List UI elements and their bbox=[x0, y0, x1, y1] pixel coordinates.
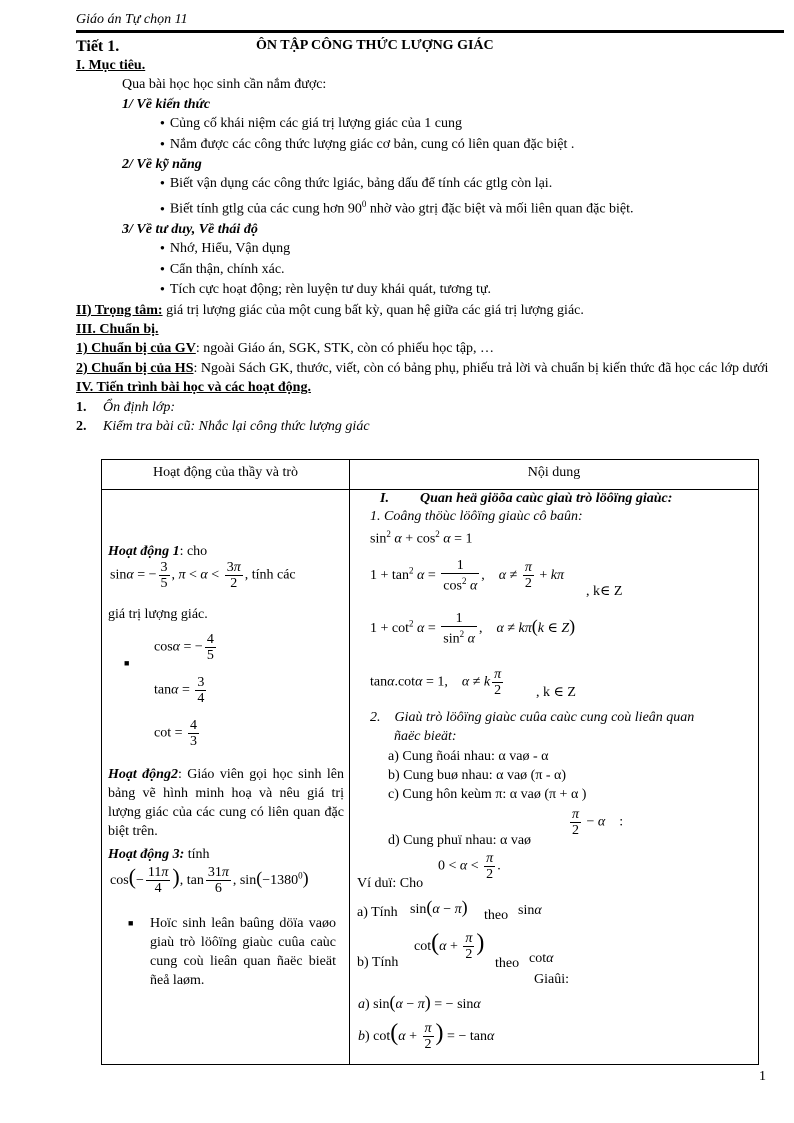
identity-tancot-cond: , k ∈ Z bbox=[536, 685, 576, 700]
identity-cot: $1 + \cot^2 \alpha$ = $\frac{1}{\sin^2 \alpha}$ , α ≠ kπ(k ∈ Z) bbox=[370, 611, 576, 647]
section-1-heading: I. Mục tiêu. bbox=[76, 58, 146, 73]
step-2 bbox=[76, 417, 784, 436]
activity-3-text: tính bbox=[184, 847, 210, 862]
prep-student-text: : Ngoài Sách GK, thước, viết, còn có bảng phụ, phiếu trả lời và chuẩn bị kiến thức đã học các lớp dưới bbox=[193, 360, 769, 376]
activity-1 bbox=[108, 544, 207, 560]
answer-cot: cot = $\frac{4}{3}$ bbox=[154, 718, 197, 749]
table-header-content: Nội dung bbox=[527, 465, 581, 480]
activity-3-note: Hoïc sinh leân baûng döïa vaøo giaù trò löôïng giaùc cuûa caùc cung coù lieân quan ñaëc bieät ñeå laøm. bbox=[150, 916, 336, 988]
skills-item-2-a: Biết tính gtlg của các cung hơn 90 bbox=[169, 201, 362, 217]
identity-tan: $1 + \tan^2 \alpha$ = $\frac{1}{\cos^2 \alpha}$ , α ≠ $\frac{\pi}{2}$ + kπ bbox=[370, 558, 564, 594]
lesson-title: ÔN TẬP CÔNG THỨC LƯỢNG GIÁC bbox=[256, 38, 494, 53]
attitude-item-2: ● Cẩn thận, chính xác. bbox=[76, 260, 784, 280]
activity-1-text: : cho bbox=[179, 544, 208, 559]
activity-1-tail2: giá trị lượng giác. bbox=[108, 607, 208, 622]
table-header-activities: Hoạt động của thầy và trò bbox=[152, 465, 298, 480]
example-a-target: sinα bbox=[518, 903, 542, 918]
activity-1-formula: sinα = − $\frac{3}{5}$ , π < α < $\frac{3\pi}{2}$ , tính các bbox=[110, 560, 296, 591]
solution-label: Giaûi: bbox=[534, 972, 569, 987]
step-1-num: 1. bbox=[76, 399, 87, 415]
activity-table bbox=[101, 459, 759, 1065]
skills-item-1: ● Biết vận dụng các công thức lgiác, bảng dấu để tính các gtlg còn lại. bbox=[76, 174, 784, 194]
content-sub-2-line2: ñaëc bieät: bbox=[394, 729, 457, 744]
activity-3-label: Hoạt động 3: bbox=[108, 847, 185, 862]
case-a: a) Cung ñoái nhau: α vaø - α bbox=[388, 749, 549, 764]
activity-1-tail: , tính các bbox=[244, 567, 296, 583]
prep-student-heading: 2) Chuẩn bị của HS bbox=[76, 360, 194, 376]
solution-a: a) sin(α − π) = − sinα bbox=[358, 992, 481, 1012]
content-sub-2-line1: 2. Giaù trò löôïng giaùc cuûa caùc cung coù lieân quan bbox=[370, 710, 695, 725]
content-section-num: I. bbox=[380, 491, 389, 506]
skills-item-2 bbox=[76, 195, 784, 220]
prep-teacher-heading: 1) Chuẩn bị của GV bbox=[76, 341, 196, 357]
attitude-heading: 3/ Về tư duy, Về thái độ bbox=[122, 221, 258, 237]
example-b-label: b) Tính bbox=[357, 955, 399, 970]
solution-b: b) cot(α + $\frac{\pi}{2}$ ) = − tanα bbox=[358, 1020, 495, 1053]
example-a-expr: sin(α − π) bbox=[410, 897, 468, 917]
prep-student bbox=[76, 359, 784, 378]
case-d: d) Cung phuï nhau: α vaø bbox=[388, 833, 532, 848]
skills-item-2-b: nhờ vào gtrị đặc biệt và mối liên quan đặc biệt. bbox=[366, 201, 634, 217]
example-label: Ví duï: Cho bbox=[357, 876, 424, 891]
activity-2 bbox=[108, 765, 344, 841]
page bbox=[76, 10, 784, 436]
answer-cos: cosα = − $\frac{4}{5}$ bbox=[154, 632, 214, 663]
section-2-text: giá trị lượng giác của một cung bất kỳ, quan hệ giữa các giá trị lượng giác. bbox=[162, 302, 584, 318]
section-4-heading: IV. Tiến trình bài học và các hoạt động. bbox=[76, 380, 311, 396]
prep-teacher-text: : ngoài Giáo án, SGK, STK, còn có phiếu học tập, … bbox=[195, 341, 495, 357]
example-condition: 0 < α < $\frac{\pi}{2}$ . bbox=[438, 851, 501, 882]
activity-3 bbox=[108, 847, 210, 863]
section-2 bbox=[76, 301, 784, 320]
skills-heading: 2/ Về kỹ năng bbox=[122, 157, 202, 173]
content-sub-1: 1. Coâng thöùc löôïng giaùc cô baûn: bbox=[370, 509, 583, 524]
identity-tan-cond: , k∈ Z bbox=[586, 584, 623, 599]
header-title: Giáo án Tự chọn 11 bbox=[76, 12, 188, 27]
table-header-divider bbox=[102, 489, 758, 490]
example-a-theo: theo bbox=[484, 908, 509, 923]
knowledge-item-1: ● Củng cố khái niệm các giá trị lượng giác của 1 cung bbox=[76, 114, 784, 134]
activity-1-label: Hoạt động 1 bbox=[108, 544, 180, 559]
lesson-number: Tiết 1. bbox=[76, 38, 120, 55]
degree-sup: 0 bbox=[361, 198, 367, 209]
example-b-theo: theo bbox=[495, 956, 520, 971]
example-b-target: cotα bbox=[529, 951, 554, 966]
answer-tan: tanα = $\frac{3}{4}$ bbox=[154, 675, 205, 706]
step-2-num: 2. bbox=[76, 418, 87, 434]
content-section-title: Quan heä giöõa caùc giaù trò löôïng giaùc: bbox=[420, 491, 673, 506]
identity-pythagorean: $\sin^2 \alpha + \cos^2 \alpha = 1$ bbox=[370, 529, 473, 547]
section-2-heading: II) Trọng tâm: bbox=[76, 302, 163, 318]
table-column-divider bbox=[349, 460, 350, 1064]
section-3-heading: III. Chuẩn bị. bbox=[76, 321, 159, 337]
activity-3-formula: cos(− $\frac{11\pi}{4}$ ), tan $\frac{31\pi}{6}$ , $\sin(-1380^0)$ bbox=[110, 864, 309, 897]
case-c: c) Cung hôn keùm π: α vaø (π + α ) bbox=[388, 787, 587, 802]
step-1-text: Ổn định lớp: bbox=[103, 399, 176, 415]
section-1-intro: Qua bài học học sinh cần nắm được: bbox=[122, 77, 327, 93]
step-1 bbox=[76, 398, 784, 417]
case-b: b) Cung buø nhau: α vaø (π - α) bbox=[388, 768, 567, 783]
example-b-expr: cot(α + $\frac{\pi}{2}$ ) bbox=[414, 930, 485, 963]
answer-bullet: ■ bbox=[124, 658, 130, 668]
page-number: 1 bbox=[759, 1069, 766, 1084]
identity-tancot: tanα.cotα = 1, α ≠ k $\frac{\pi}{2}$ bbox=[370, 667, 502, 698]
lesson-title-row bbox=[76, 38, 784, 56]
activity-2-text: : Giáo viên gọi học sinh lên bảng vẽ hình minh hoạ và nêu giá trị lượng giác của các cung có liên quan đặc biệt trên. bbox=[108, 767, 344, 839]
header-rule bbox=[76, 30, 784, 33]
step-2-text: Kiểm tra bài cũ: Nhắc lại công thức lượng giác bbox=[103, 418, 370, 434]
attitude-item-1: ● Nhớ, Hiểu, Vận dụng bbox=[76, 239, 784, 259]
note-bullet: ■ bbox=[128, 918, 134, 928]
attitude-item-3: ● Tích cực hoạt động; rèn luyện tư duy khái quát, tương tự. bbox=[76, 280, 784, 300]
prep-teacher bbox=[76, 339, 784, 358]
knowledge-heading: 1/ Về kiến thức bbox=[122, 96, 211, 112]
case-d-formula: $\frac{\pi}{2}$ − α : bbox=[572, 807, 624, 838]
example-a-label: a) Tính bbox=[357, 905, 398, 920]
activity-2-label: Hoạt động2 bbox=[108, 767, 178, 782]
knowledge-item-2: ● Nắm được các công thức lượng giác cơ bản, cung có liên quan đặc biệt . bbox=[76, 135, 784, 155]
